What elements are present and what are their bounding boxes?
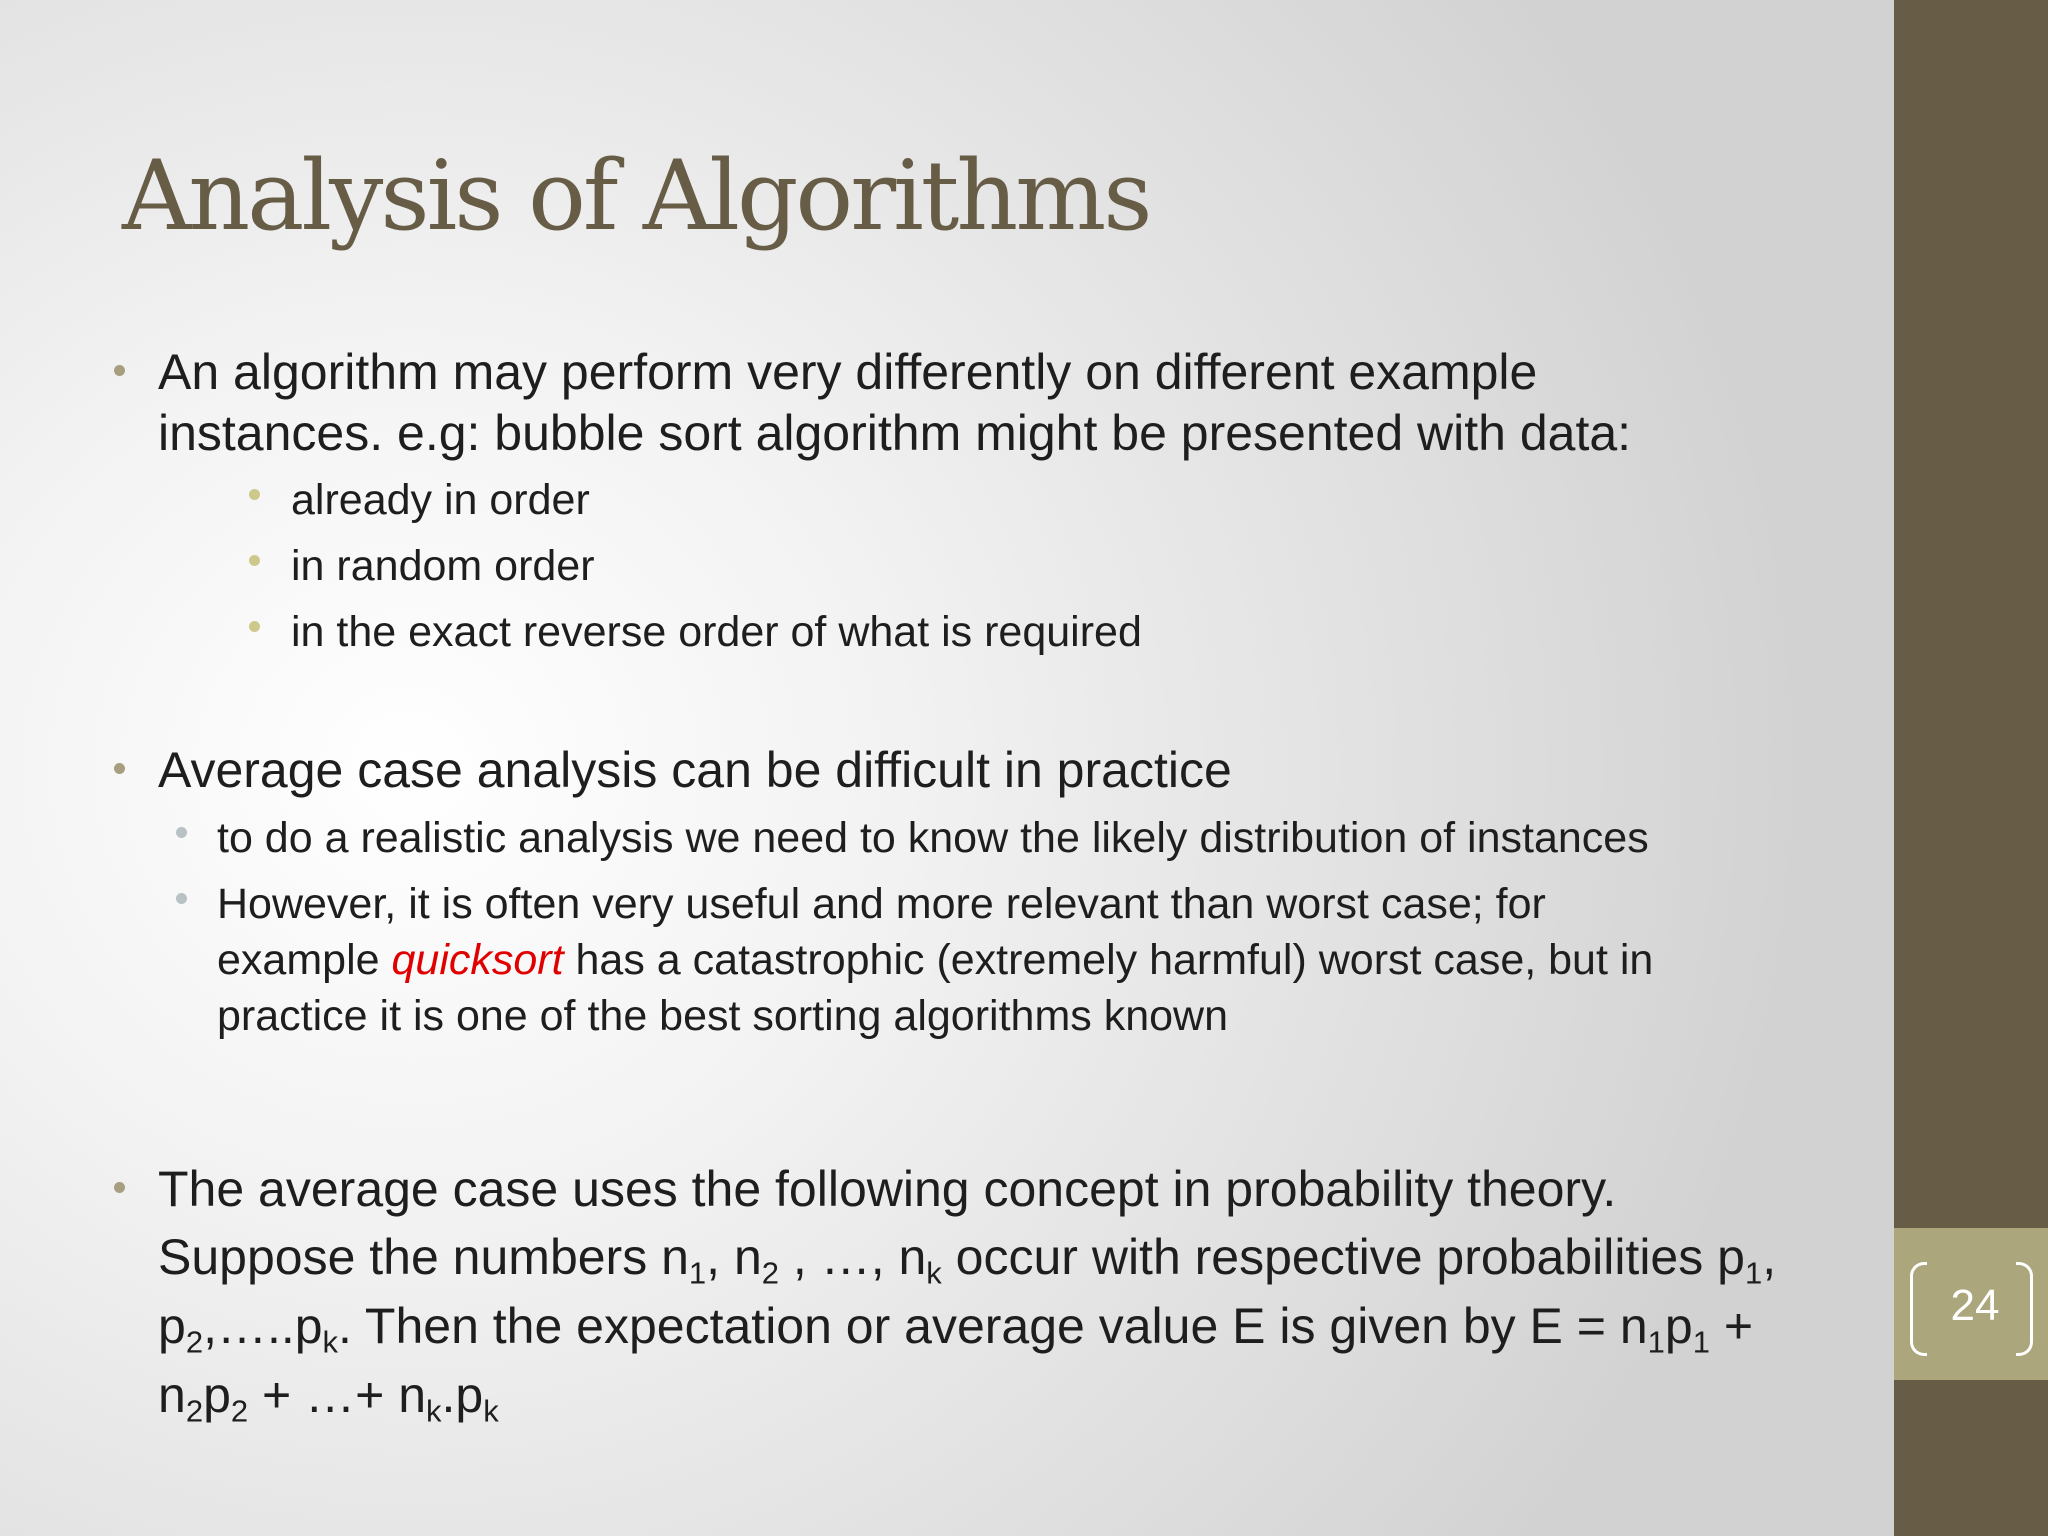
bullet-2-sub-1: to do a realistic analysis we need to know the likely distribution of instances xyxy=(217,814,1649,862)
bullet-2-sub-2-line-1: However, it is often very useful and more relevant than worst case; for xyxy=(217,880,1546,928)
sub-bullet-icon xyxy=(176,893,187,904)
bullet-1-item-1: already in order xyxy=(291,476,590,524)
bullet-icon xyxy=(114,1182,125,1193)
sub-bullet-icon xyxy=(176,827,187,838)
bullet-icon xyxy=(114,763,125,774)
sub-bullet-icon xyxy=(249,489,260,500)
bullet-1-item-2: in random order xyxy=(291,542,595,590)
page-number: 24 xyxy=(1950,1281,2000,1330)
quicksort-highlight: quicksort xyxy=(391,936,564,984)
bullet-1-line-2: instances. e.g: bubble sort algorithm might be presented with data: xyxy=(158,405,1632,461)
sub-bullet-icon xyxy=(249,555,260,566)
bullet-3-line-1: The average case uses the following concept in probability theory. xyxy=(158,1161,1617,1217)
bullet-1-item-3: in the exact reverse order of what is required xyxy=(291,608,1142,656)
bullet-icon xyxy=(114,365,125,376)
bullet-2-text: Average case analysis can be difficult in practice xyxy=(158,742,1232,798)
sub-bullet-icon xyxy=(249,621,260,632)
bullet-3-line-2: Suppose the numbers $n_1$, $n_2$ , …, $n_k$ occur with respective probabilities $p_1$, xyxy=(158,1229,1777,1291)
bullet-1-line-1: An algorithm may perform very differently on different example xyxy=(158,344,1538,400)
left-bracket-icon xyxy=(1910,1262,1927,1356)
bullet-3-line-4: $n_2p_2$ + …+ $n_k.p_k$ xyxy=(158,1367,499,1429)
bullet-2-sub-2-line-2: example quicksort has a catastrophic (extremely harmful) worst case, but in xyxy=(217,936,1654,984)
bullet-2-sub-2-line-3: practice it is one of the best sorting algorithms known xyxy=(217,992,1229,1040)
bullet-3-line-3: $p_2,\dots..p_k$. Then the expectation or average value E is given by $E = n_1p_1$ + xyxy=(158,1298,1754,1360)
slide-title: Analysis of Algorithms xyxy=(122,140,1150,252)
